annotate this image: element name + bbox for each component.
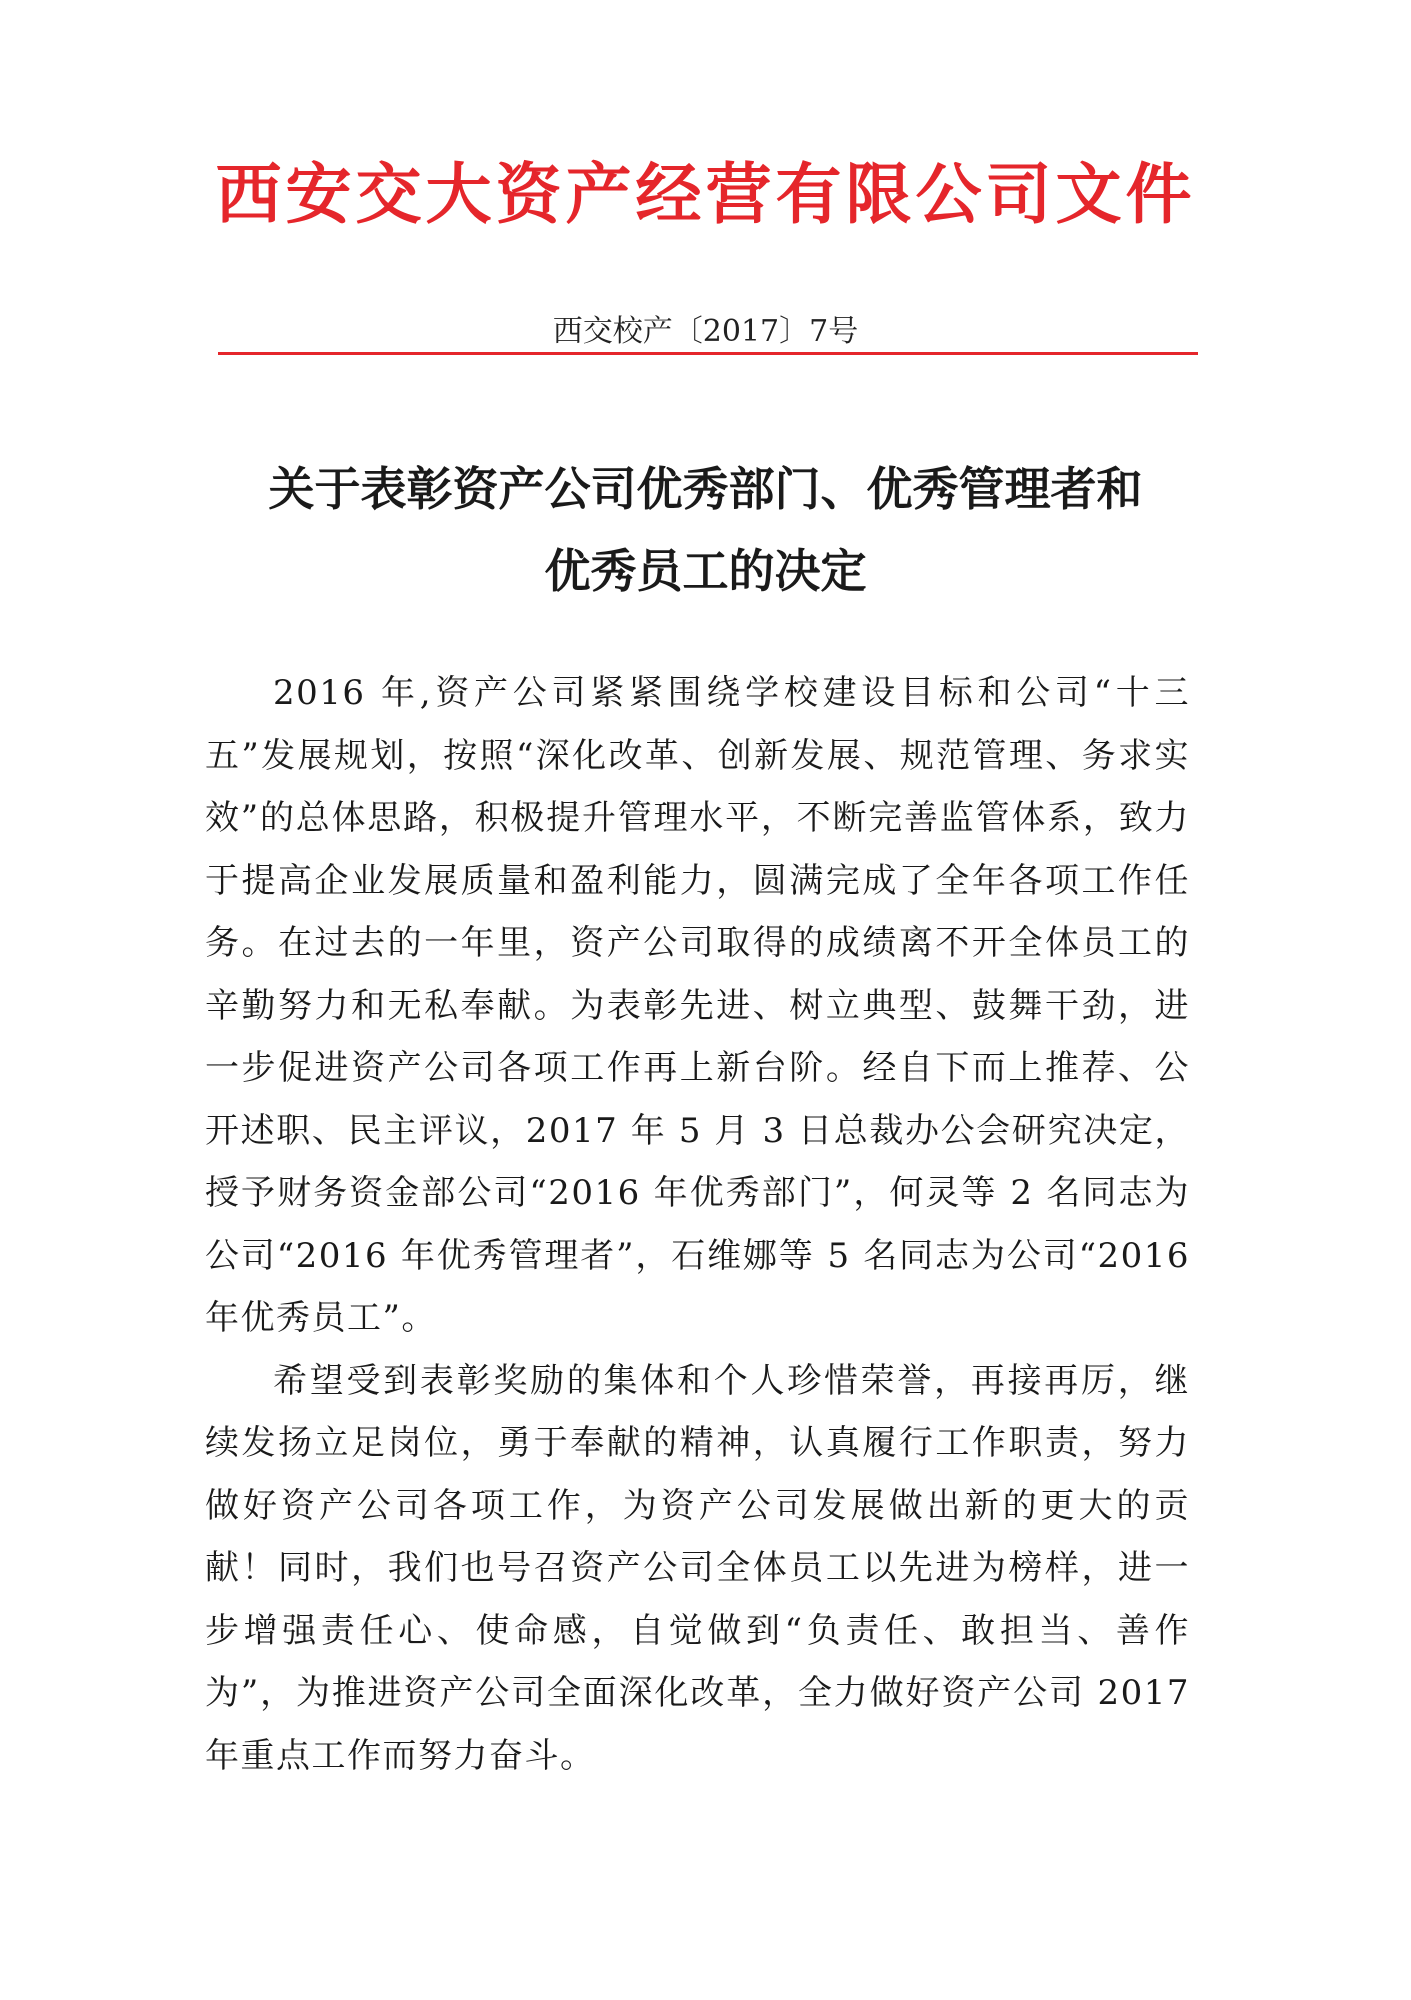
body-text (205, 662, 1190, 1787)
body-paragraph-2: 希望受到表彰奖励的集体和个人珍惜荣誉，再接再厉，继续发扬立足岗位，勇于奉献的精神，认真履行工作职责，努力做好资产公司各项工作，为资产公司发展做出新的更大的贡献！同时，我们也号召资产公司全体员工以先进为榜样，进一步增强责任心、使命感，自觉做到“负责任、敢担当、善作为”，为推进资产公司全面深化改革，全力做好资产公司 2017 年重点工作而努力奋斗。 (205, 1360, 1190, 1776)
decision-title (150, 448, 1261, 612)
decision-title-line-2: 优秀员工的决定 (544, 544, 867, 598)
red-divider-line (218, 352, 1198, 355)
header-title: 西安交大资产经营有限公司文件 (215, 156, 1196, 233)
decision-title-line-1: 关于表彰资产公司优秀部门、优秀管理者和 (268, 462, 1143, 516)
body-paragraph-1: 2016 年,资产公司紧紧围绕学校建设目标和公司“十三五”发展规划，按照“深化改革、创新发展、规范管理、务求实效”的总体思路，积极提升管理水平，不断完善监管体系，致力于提高企业发展质量和盈利能力，圆满完成了全年各项工作任务。在过去的一年里，资产公司取得的成绩离不开全体员工的辛勤努力和无私奉献。为表彰先进、树立典型、鼓舞干劲，进一步促进资产公司各项工作再上新台阶。经自下而上推荐、公开述职、民主评议，2017 年 5 月 3 日总裁办公会研究决定，授予财务资金部公司“2016 年优秀部门”，何灵等 2 名同志为公司“2016 年优秀管理者”，石维娜等 5 名同志为公司“2016 年优秀员工”。 (205, 673, 1190, 1338)
document-number: 西交校产〔2017〕7号 (552, 314, 859, 349)
